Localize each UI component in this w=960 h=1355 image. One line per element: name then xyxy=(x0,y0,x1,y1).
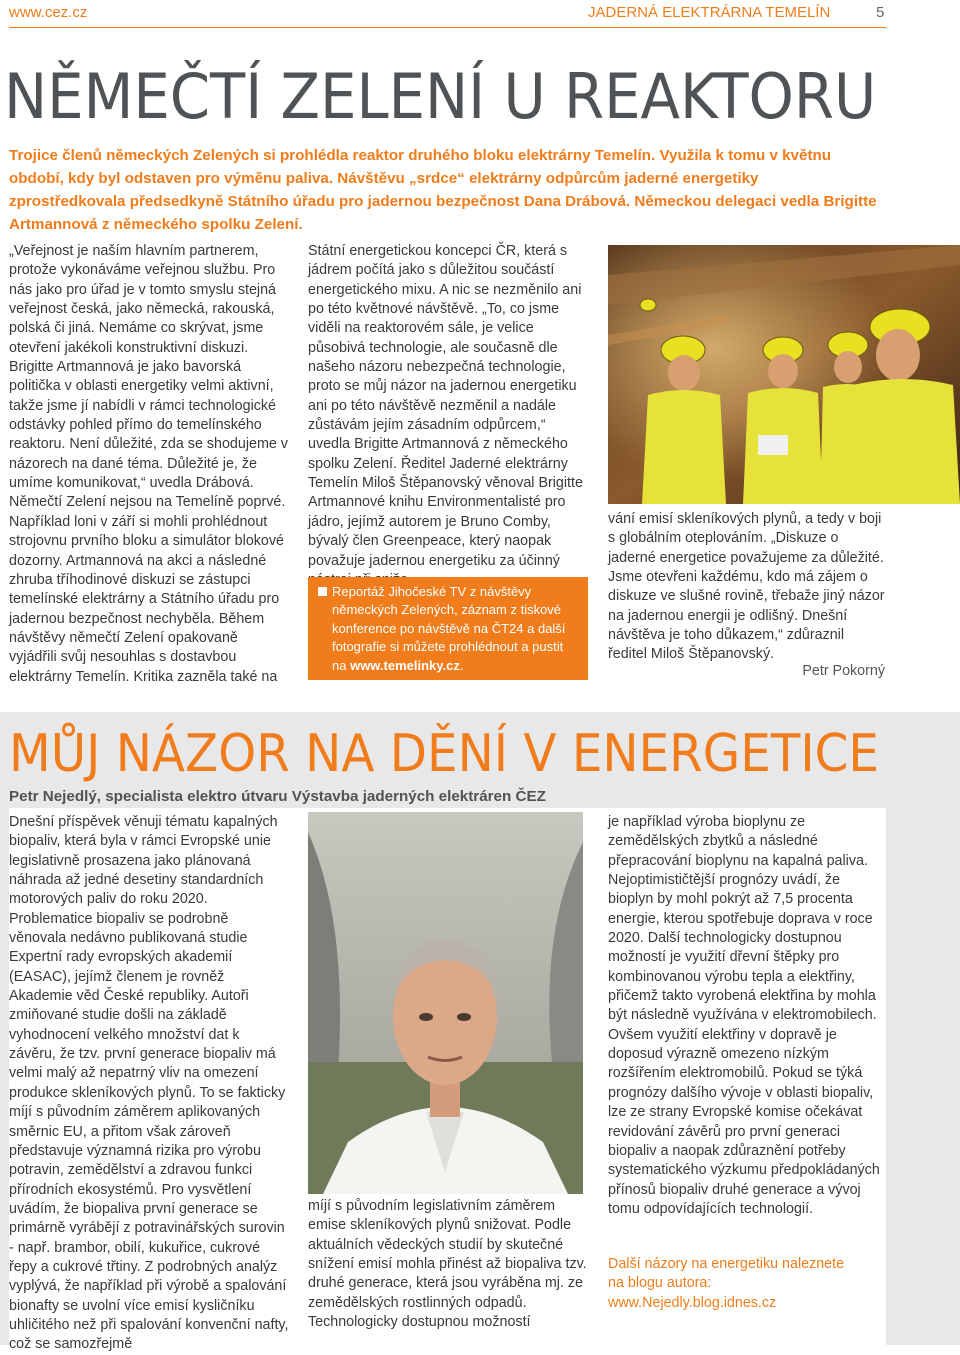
article-byline: Petr Pokorný xyxy=(802,663,885,679)
article-lead: Trojice členů německých Zelených si prohlédla reaktor druhého bloku elektrárny Temelín. Využila k tomu v květnu období, kdy byl odstaven pro výměnu paliva. Návštěvu „srdce“ elektrárny odpůrcům jaderné energetiky zprostředkovala předsedkyně Státního úřadu pro jadernou bezpečnost Dana Drábová. Německou delegaci vedla Brigitte Artmannová z německého spolku Zelení. xyxy=(9,147,877,233)
author-portrait-photo xyxy=(308,812,583,1194)
header-section: JADERNÁ ELEKTRÁRNA TEMELÍN xyxy=(588,4,831,21)
opinion-column-2: míjí s původním legislativním záměrem emise skleníkových plynů snižovat. Podle aktuálních vědeckých studií by skutečné snížení emisí mohla přinést až biopaliva tzv. druhé generace, která jsou vyráběna mj. ze zemědělských rostlinných odpadů. Technologicky dostupnou možností xyxy=(308,1198,587,1331)
blog-reference xyxy=(608,1255,886,1313)
bullet-square-icon xyxy=(318,587,327,596)
article-column-2: Státní energetickou koncepci ČR, která s jádrem počítá jako s důležitou součástí energetického mixu. A nic se nezměnilo ani po této květnové návštěvě. „To, co jsme viděli na reaktorovém sále, je velice působivá technologie, ale současně dle našeho názoru nebezpečná technologie, proto se můj názor na jadernou energetiku ani po této návštěvě nezměnil a nadále zůstávám jejím zásadním odpůrcem,“ uvedla Brigitte Artmannová z německého spolku Zelení. Ředitel Jaderné elektrárny Temelín Miloš Štěpanovský věnoval Brigitte Artmannové knihu Environmentalisté pro jádro, jejímž autorem je Bruno Comby, bývalý člen Greenpeace, který naopak považuje jadernou energetiku za účinný xyxy=(308,243,583,569)
header-website[interactable]: www.cez.cz xyxy=(9,4,88,21)
reactor-visit-photo xyxy=(608,245,960,504)
info-box-link[interactable]: www.temelinky.cz xyxy=(350,657,460,673)
opinion-author: Petr Nejedlý, specialista elektro útvaru Výstavba jaderných elektráren ČEZ xyxy=(9,788,546,805)
header-divider xyxy=(9,27,886,28)
opinion-title: MŮJ NÁZOR NA DĚNÍ V ENERGETICE xyxy=(9,724,879,784)
opinion-column-3: je například výroba bioplynu ze zemědělských zbytků a následné přepracování bioplynu na kapalná paliva. Nejoptimističtější prognózy uvádí, že bioplyn by mohl pokrýt až 7,5 procenta energie, kterou spotřebuje doprava v roce 2020. Další technologicky dostupnou možností je využití dřevní štěpky pro kombinovanou výrobu tepla a elektřiny, přičemž takto vyrobená elektřina by mohla být následně využívána v elektromobilech. Ovšem využití elektřiny v dopravě je doposud výrazně omezeno nízkým rozšířením elektromobilů. Pokud se týká prognózy dalšího vývoje v oblasti biopaliv, lze ze strany Evropské komise očekávat revidování závěrů pro první generaci biopaliv a naopak zdůraznění potřeby systematického výzkumu předpokládaných přínosů biopaliv druhé generace a vývoj tomu odpovídajících technologií. xyxy=(608,814,880,1217)
article-title: NĚMEČTÍ ZELENÍ U REAKTORU xyxy=(4,60,877,133)
info-box xyxy=(308,577,588,680)
info-box-text: Reportáž Jihočeské TV z návštěvy německých Zelených, záznam z tiskové konference po návštěvě na ČT24 a další fotografie si můžete prohlédnout a pustit na www.temelinky.cz. xyxy=(332,584,566,673)
blog-text-line-1: Další názory na energetiku naleznete xyxy=(608,1256,845,1272)
article-column-1: „Veřejnost je naším hlavním partnerem, protože vykonáváme veřejnou službu. Pro nás jako pro úřad je v tomto smyslu stejná veřejnost česká, jako německá, rakouská, polská či jiná. Nemáme co skrývat, jsme otevření jakékoli konstruktivní diskuzi. Brigitte Artmannová je jako bavorská politička v oblasti energetiky velmi aktivní, takže jsme jí nabídli v rámci technologické odstávky pohled přímo do temelínského reaktoru. Není důležité, zda se shodujeme v názorech na dané téma. Důležité je, že umíme komunikovat,“ uvedla Drábová. Němečtí Zelení nejsou na Temelíně poprvé. Například loni v září si mohli prohlédnout strojovnu prvního bloku a simulátor blokové dozorny. Artmannová na akci a následné zhruba tříhodinové diskuzi se zástupci temelínské elektrárny a Státního úřadu pro jadernou bezpečnost nechyběla. Během návštěvy němečtí Zelení opakovaně vyjádřili svůj nesouhlas s dostavbou elektrárny Temelín. Kritika zazněla také na xyxy=(9,243,288,685)
opinion-column-1: Dnešní příspěvek věnuji tématu kapalných biopaliv, která byla v rámci Evropské unie legislativně prosazena jako plánovaná náhrada až jedné desetiny standardních motorových paliv do roku 2020. Problematice biopaliv se podrobně věnovala nedávno publikovaná studie Expertní rady evropských akademií (EASAC), jejímž členem je rovněž Akademie věd České republiky. Autoři zmiňované studie došli na základě vyhodnocení velkého množství dat k závěru, že tzv. první generace biopaliv má velmi malý až nepatrný vliv na omezení produkce skleníkových plynů. To se fakticky míjí s původním záměrem aplikovaných směrnic EU, a přitom však zároveň představuje významná rizika pro výrobu potravin, zemědělství a zdravou funkci přírodních ekosystémů. Pro vysvětlení uvádím, že biopaliva první generace se primárně vyrábějí z potravinářských surovin - např. brambor, obilí, kukuřice, cukrové řepy a cukrové třtiny. Z podrobných analýz vyplývá, že například při výrobě a spalování bionafty se uvolní více emisí kysličníku uhličitého než při spalování konvenční nafty, což se samozřejmě xyxy=(9,814,289,1353)
page-number: 5 xyxy=(876,4,885,21)
blog-link[interactable]: www.Nejedly.blog.idnes.cz xyxy=(608,1294,777,1311)
blog-text-line-2: na blogu autora: xyxy=(608,1275,712,1292)
article-column-3: vání emisí skleníkových plynů, a tedy v boji s globálním oteplováním. „Diskuze o jaderné energetice považujeme za důležité. Jsme otevřeni každému, kdo má zájem o diskuze ve slušné rovině, třebaže jiný názor na jadernou energii je odlišný. Dnešní návštěva je toho důkazem,“ zdůraznil ředitel Miloš Štěpanovský. xyxy=(608,511,885,663)
